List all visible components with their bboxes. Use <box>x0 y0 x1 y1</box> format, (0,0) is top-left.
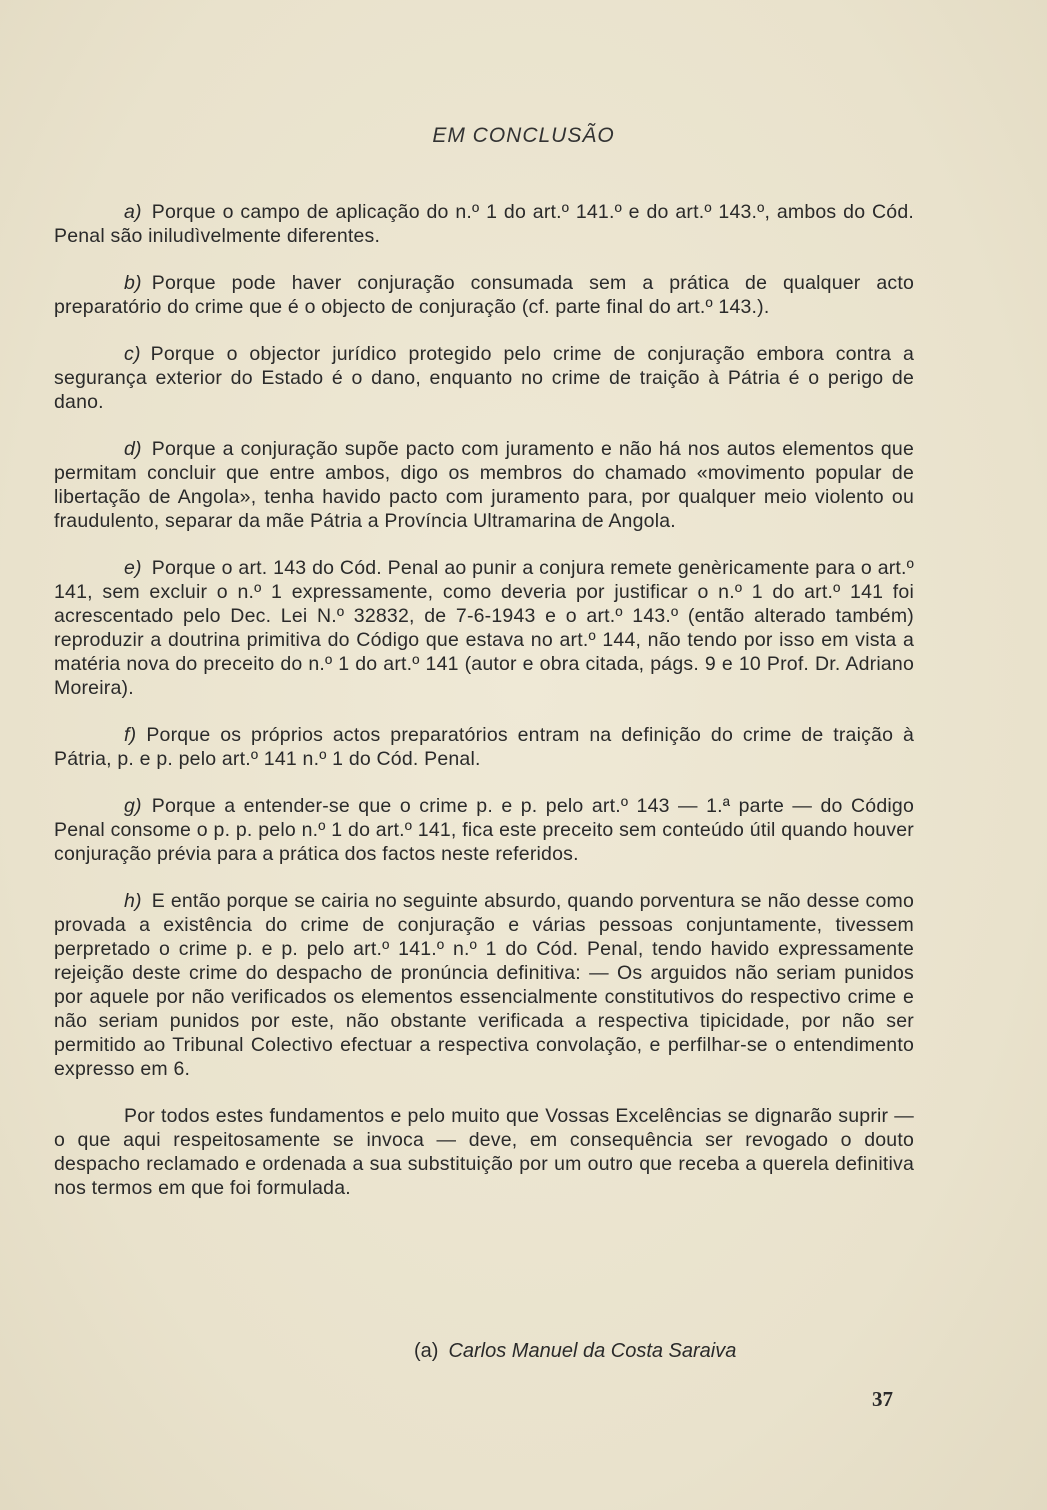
paragraph-h <box>54 889 914 1081</box>
paragraph-marker: e) <box>124 557 142 579</box>
closing-paragraph: Por todos estes fundamentos e pelo muito que Vossas Excelências se dignarão suprir — o que aqui respeitosamente se invoca — deve, em consequência ser revogado o douto despacho reclamado e ordenada a sua substituição por um outro que receba a querela definitiva nos termos em que foi formulada. <box>54 1105 914 1199</box>
paragraph-text: Porque a entender-se que o crime p. e p. pelo art.º 143 — 1.ª parte — do Código Penal consome o p. p. pelo n.º 1 do art.º 141, fica este preceito sem conteúdo útil quando houver conjuração prévia para a prática dos factos neste referidos. <box>54 795 914 865</box>
paragraph-text: Porque os próprios actos preparatórios entram na definição do crime de traição à Pátria, p. e p. pelo art.º 141 n.º 1 do Cód. Penal. <box>54 724 914 770</box>
paragraph-marker: h) <box>124 890 142 912</box>
paragraph-marker: c) <box>124 343 141 365</box>
signature-prefix: (a) <box>414 1340 439 1362</box>
section-heading: EM CONCLUSÃO <box>432 124 615 147</box>
paragraph-marker: a) <box>124 201 142 223</box>
paragraph-text: E então porque se cairia no seguinte absurdo, quando porventura se não desse como provada a existência do crime de conjuração e várias pessoas conjuntamente, tivessem perpretado o crime p. e p. pelo art.º 141.º n.º 1 do Cód. Penal, tendo havido expressamente rejeição deste crime do despacho de pronúncia definitiva: — Os arguidos não seriam punidos por aquele por não verificados os elementos essencialmente constitutivos do respectivo crime e não seriam punidos por este, não obstante verificada a respectiva tipicidade, por não ser permitido ao Tribunal Colectivo efectuar a respectiva convolação, e perfilhar-se o entendimento expresso em 6. <box>54 890 914 1080</box>
paragraph-c <box>54 342 914 414</box>
document-body <box>54 200 914 1210</box>
paragraph-text: Porque o objector jurídico protegido pelo crime de conjuração embora contra a segurança exterior do Estado é o dano, enquanto no crime de traição à Pátria é o perigo de dano. <box>54 343 914 413</box>
paragraph-f <box>54 723 914 771</box>
paragraph-text: Porque o art. 143 do Cód. Penal ao punir a conjura remete genèricamente para o art.º 141, sem excluir o n.º 1 expressamente, como deveria por justificar o n.º 1 do art.º 141 foi acrescentado pelo Dec. Lei N.º 32832, de 7-6-1943 e o art.º 143.º (então alterado também) reproduzir a doutrina primitiva do Código que estava no art.º 144, não tendo por isso em vista a matéria nova do preceito do n.º 1 do art.º 141 (autor e obra citada, págs. 9 e 10 Prof. Dr. Adriano Moreira). <box>54 557 914 699</box>
paragraph-text: Porque o campo de aplicação do n.º 1 do art.º 141.º e do art.º 143.º, ambos do Cód. Penal são iniludìvelmente diferentes. <box>54 201 914 247</box>
signature-name: Carlos Manuel da Costa Saraiva <box>448 1340 737 1362</box>
paragraph-text: Porque a conjuração supõe pacto com juramento e não há nos autos elementos que permitam concluir que entre ambos, digo os membros do chamado «movimento popular de libertação de Angola», tenha havido pacto com juramento para, por qualquer meio violento ou fraudulento, separar da mãe Pátria a Província Ultramarina de Angola. <box>54 438 914 532</box>
paragraph-marker: f) <box>124 724 137 746</box>
signature-line <box>414 1340 736 1363</box>
paragraph-a <box>54 200 914 248</box>
paragraph-marker: d) <box>124 438 142 460</box>
paragraph-e <box>54 556 914 700</box>
paragraph-g <box>54 794 914 866</box>
paragraph-text: Porque pode haver conjuração consumada sem a prática de qualquer acto preparatório do crime que é o objecto de conjuração (cf. parte final do art.º 143.). <box>54 272 914 318</box>
paragraph-marker: g) <box>124 795 142 817</box>
paragraph-marker: b) <box>124 272 142 294</box>
paragraph-b <box>54 271 914 319</box>
paragraph-d <box>54 437 914 533</box>
page-number: 37 <box>872 1387 893 1411</box>
